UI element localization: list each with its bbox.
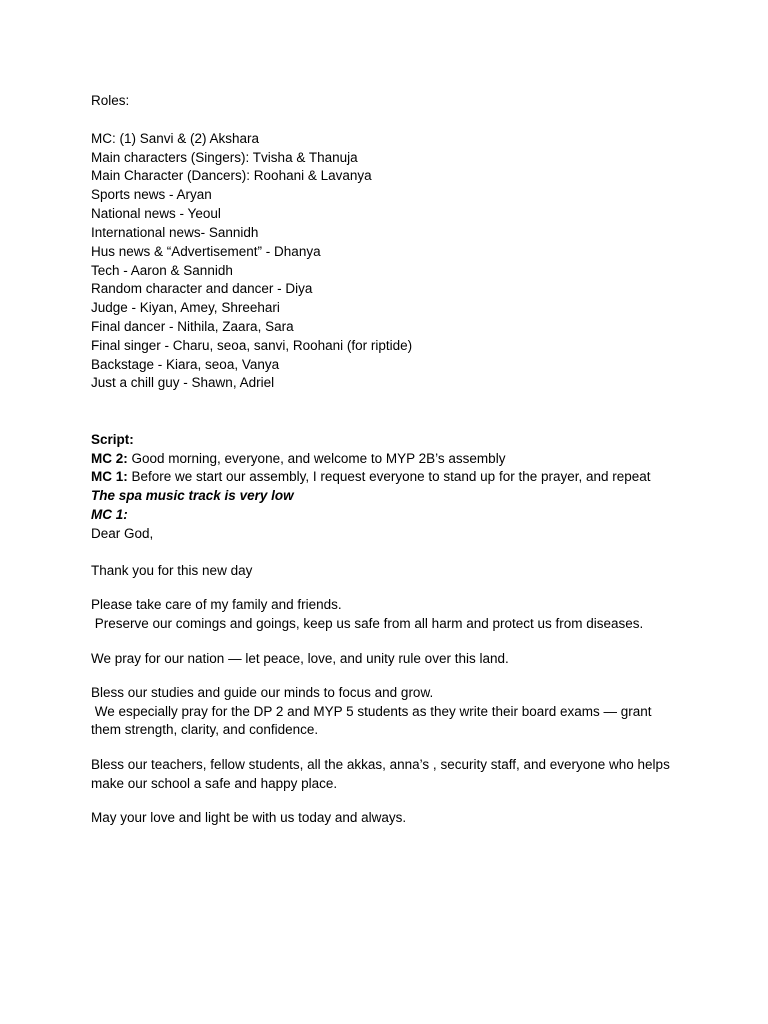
role-item: Main Character (Dancers): Roohani & Lavanya	[91, 168, 372, 183]
role-item: Tech - Aaron & Sannidh	[91, 263, 233, 278]
role-item: Main characters (Singers): Tvisha & Thanuja	[91, 150, 358, 165]
roles-heading: Roles:	[91, 93, 130, 108]
role-item: Final dancer - Nithila, Zaara, Sara	[91, 319, 294, 334]
role-item: Random character and dancer - Diya	[91, 281, 313, 296]
prayer-paragraph: Please take care of my family and friends. Preserve our comings and goings, keep us safe from all harm and protect us from diseases.	[91, 597, 644, 631]
mc2-label: MC 2:	[91, 451, 128, 466]
mc1-text: Before we start our assembly, I request everyone to stand up for the prayer, and repeat	[127, 469, 651, 484]
role-item: MC: (1) Sanvi & (2) Akshara	[91, 131, 260, 146]
prayer-paragraph: May your love and light be with us today and always.	[91, 810, 407, 825]
role-item: Sports news - Aryan	[91, 187, 212, 202]
script-heading: Script:	[91, 432, 134, 447]
mc1-label-2: MC 1:	[91, 507, 128, 522]
role-item: Judge - Kiyan, Amey, Shreehari	[91, 300, 280, 315]
mc2-text: Good morning, everyone, and welcome to MYP 2B’s assembly	[127, 451, 506, 466]
prayer-paragraph: Bless our studies and guide our minds to focus and grow. We especially pray for the DP 2 and MYP 5 students as they write their board exams — grant them strength, clarity, and confidence.	[91, 685, 652, 737]
role-item: International news- Sannidh	[91, 225, 259, 240]
role-item: National news - Yeoul	[91, 206, 221, 221]
script-note: The spa music track is very low	[91, 488, 294, 503]
role-item: Just a chill guy - Shawn, Adriel	[91, 375, 275, 390]
mc2-line	[91, 450, 505, 468]
role-item: Hus news & “Advertisement” - Dhanya	[91, 244, 321, 259]
role-item: Backstage - Kiara, seoa, Vanya	[91, 357, 280, 372]
mc1-line	[91, 468, 651, 486]
prayer-paragraph: We pray for our nation — let peace, love, and unity rule over this land.	[91, 651, 509, 666]
prayer-paragraph: Bless our teachers, fellow students, all the akkas, anna’s , security staff, and everyone who helps make our school a safe and happy place.	[91, 757, 670, 791]
role-item: Final singer - Charu, seoa, sanvi, Roohani (for riptide)	[91, 338, 413, 353]
mc1-label: MC 1:	[91, 469, 128, 484]
prayer-paragraph: Dear God,	[91, 526, 154, 541]
prayer-paragraph: Thank you for this new day	[91, 563, 253, 578]
